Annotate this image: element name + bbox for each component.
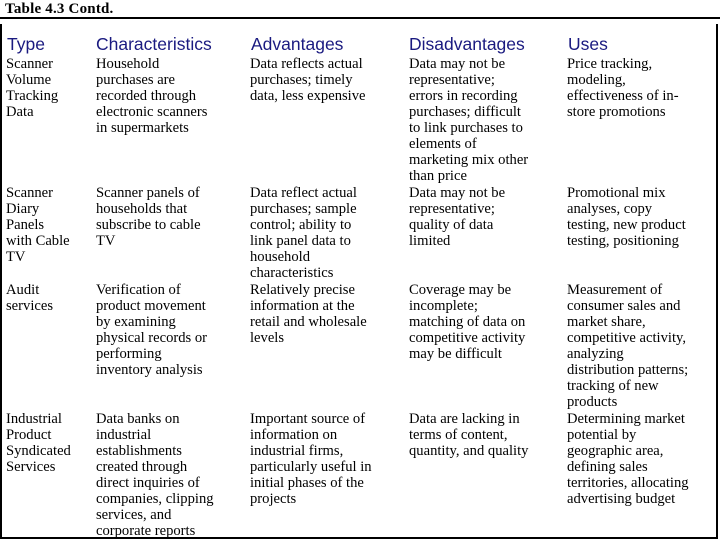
row-4-characteristics: Data banks on industrial establishments created through direct inquiries of companies, clipping services, and corporate reports — [96, 411, 214, 539]
row-2-type: Scanner Diary Panels with Cable TV — [6, 185, 70, 265]
row-3-advantages: Relatively precise information at the retail and wholesale levels — [250, 282, 367, 346]
row-1-characteristics: Household purchases are recorded through electronic scanners in supermarkets — [96, 56, 208, 136]
header-uses: Uses — [568, 34, 608, 54]
row-3-disadvantages: Coverage may be incomplete; matching of data on competitive activity may be difficult — [409, 282, 526, 362]
row-4-advantages: Important source of information on industrial firms, particularly useful in initial phases of the projects — [250, 411, 372, 507]
table-title: Table 4.3 Contd. — [5, 1, 114, 17]
row-1-type: Scanner Volume Tracking Data — [6, 56, 59, 120]
header-advantages: Advantages — [251, 34, 344, 54]
row-1-disadvantages: Data may not be representative; errors in recording purchases; difficult to link purchases to elements of marketing mix other than price — [409, 56, 529, 184]
header-disadvantages: Disadvantages — [409, 34, 525, 54]
row-2-uses: Promotional mix analyses, copy testing, new product testing, positioning — [567, 185, 686, 249]
row-3-uses: Measurement of consumer sales and market share, competitive activity, analyzing distribution patterns; tracking of new products — [567, 282, 689, 410]
title-rule — [0, 17, 720, 19]
row-3-type: Audit services — [6, 282, 54, 314]
row-4-disadvantages: Data are lacking in terms of content, quantity, and quality — [409, 411, 529, 459]
row-1-advantages: Data reflects actual purchases; timely data, less expensive — [250, 56, 366, 104]
row-1-uses: Price tracking, modeling, effectiveness of in- store promotions — [567, 56, 679, 120]
header-type: Type — [7, 34, 45, 54]
row-4-uses: Determining market potential by geographic area, defining sales territories, allocating advertising budget — [567, 411, 689, 507]
row-2-characteristics: Scanner panels of households that subscribe to cable TV — [96, 185, 201, 249]
header-characteristics: Characteristics — [96, 34, 212, 54]
row-4-type: Industrial Product Syndicated Services — [6, 411, 71, 475]
row-3-characteristics: Verification of product movement by examining physical records or performing inventory analysis — [96, 282, 208, 378]
row-2-advantages: Data reflect actual purchases; sample control; ability to link panel data to household characteristics — [250, 185, 357, 281]
row-2-disadvantages: Data may not be representative; quality of data limited — [409, 185, 506, 249]
